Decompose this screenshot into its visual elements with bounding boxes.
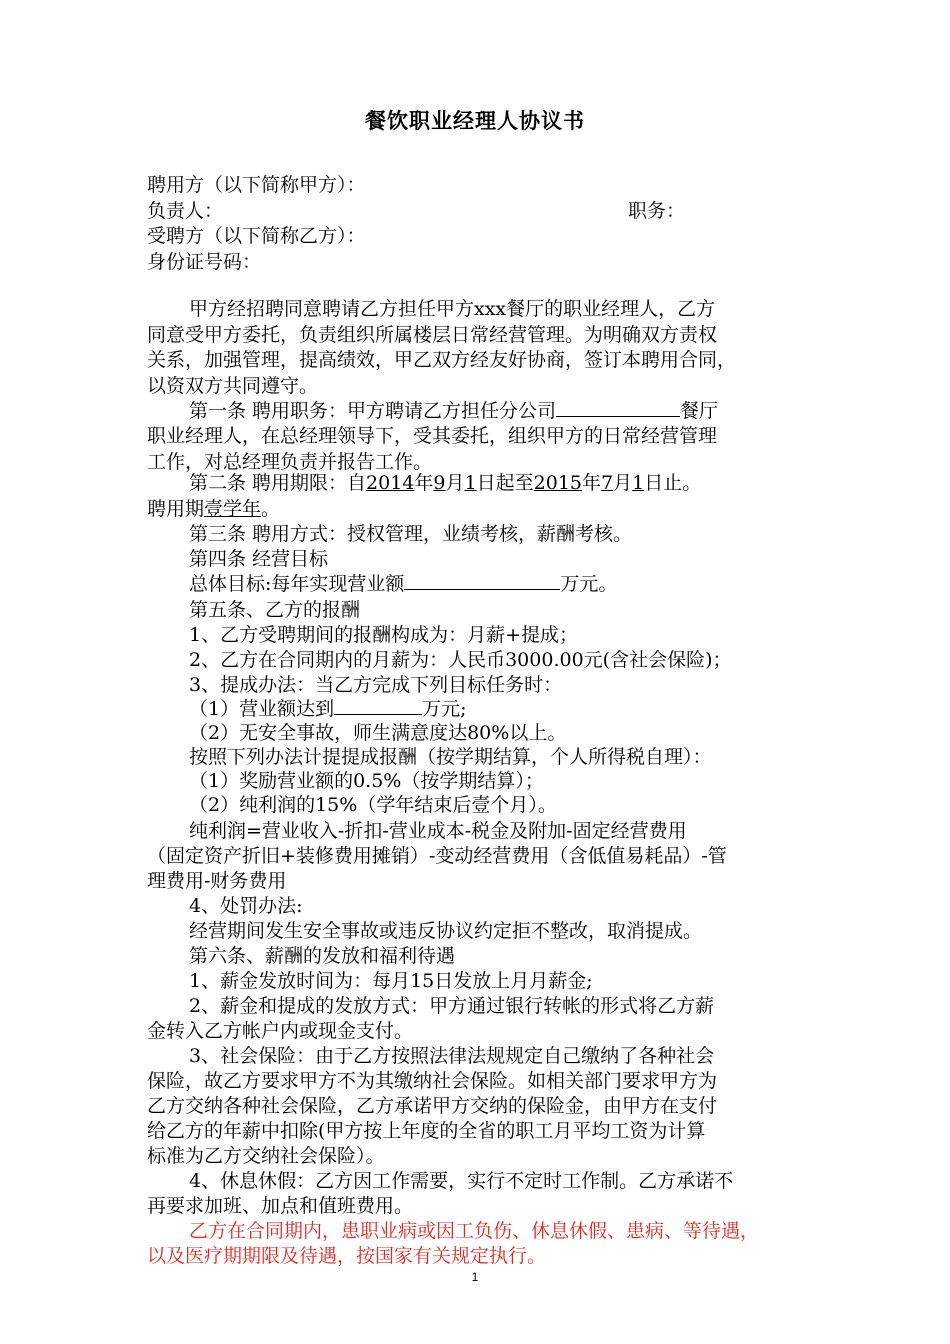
end-year: 2015 (533, 472, 582, 494)
article-5-target-2: （2）无安全事故，师生满意度达80%以上。 (189, 722, 567, 744)
end-month: 7 (601, 472, 614, 494)
article-5-penalty: 经营期间发生安全事故或违反协议约定拒不整改，取消提成。 (189, 920, 703, 942)
principal-line (147, 198, 827, 224)
profit-line-2: （固定资产折旧+装修费用摊销）-变动经营费用（含低值易耗品）-管 (147, 845, 727, 867)
intro-line-1: 甲方经招聘同意聘请乙方担任甲方xxx餐厅的职业经理人，乙方 (189, 298, 716, 320)
profit-line-1: 纯利润=营业收入-折扣-营业成本-税金及附加-固定经营费用 (189, 820, 687, 842)
intro-line-2: 同意受甲方委托，负责组织所属楼层日常经营管理。为明确双方责权 (147, 324, 718, 346)
article-6-item-1: 1、薪金发放时间为：每月15日发放上月月薪金; (189, 970, 593, 992)
article-6-item-3-line-1: 3、社会保险：由于乙方按照法律法规规定自己缴纳了各种社会 (189, 1045, 715, 1067)
month-char-2: 月 (613, 472, 633, 494)
month-char: 月 (445, 472, 465, 494)
date-end: 日止。 (644, 472, 702, 494)
id-number-line: 身份证号码： (147, 251, 262, 273)
intro-line-4: 以资双方共同遵守。 (147, 375, 319, 397)
goal-suffix: 万元。 (560, 573, 618, 595)
article-5-heading: 第五条、乙方的报酬 (189, 599, 361, 621)
article-5-calc: 按照下列办法计提提成报酬（按学期结算，个人所得税自理）： (189, 746, 712, 768)
article-4-heading: 第四条 经营目标 (189, 548, 329, 570)
article-1-prefix: 第一条 聘用职务：甲方聘请乙方担任分公司 (189, 400, 557, 422)
article-6-heading: 第六条、薪酬的发放和福利待遇 (189, 945, 456, 967)
article-5-item-3: 3、提成办法：当乙方完成下列目标任务时： (189, 674, 563, 696)
period-end: 。 (261, 498, 281, 520)
article-5-item-1: 1、乙方受聘期间的报酬构成为：月薪+提成； (189, 624, 579, 646)
employee-line: 受聘方（以下简称乙方）： (147, 225, 366, 247)
article-1-suffix: 餐厅 (680, 400, 719, 422)
article-5-item-4: 4、处罚办法: (189, 895, 303, 917)
period-label: 聘用期 (147, 498, 205, 520)
article-3: 第三条 聘用方式：授权管理，业绩考核，薪酬考核。 (189, 523, 633, 545)
position-label: 职务： (628, 200, 686, 222)
article-4-goal (189, 571, 869, 597)
target-amount-blank (334, 696, 422, 715)
document-title: 餐饮职业经理人协议书 (365, 109, 585, 133)
date-to: 日起至 (476, 472, 534, 494)
article-1-line-3: 工作，对总经理负责并报告工作。 (147, 451, 433, 473)
article-5-calc-2: （2）纯利润的15%（学年结束后壹个月）。 (189, 794, 557, 816)
article-2-line-1 (189, 470, 869, 496)
employer-line: 聘用方（以下简称甲方）： (147, 174, 366, 196)
goal-prefix: 总体目标:每年实现营业额 (189, 573, 405, 595)
article-6-red-line-2: 以及医疗期期限及待遇，按国家有关规定执行。 (147, 1245, 547, 1267)
year-char-2: 年 (582, 472, 602, 494)
goal-amount-blank (404, 571, 560, 590)
article-1-line-2: 职业经理人，在总经理领导下，受其委托，组织甲方的日常经营管理 (147, 425, 718, 447)
article-6-item-3-line-4: 给乙方的年薪中扣除(甲方按上年度的全省的职工月平均工资为计算 (147, 1120, 706, 1142)
article-6-item-3-line-5: 标准为乙方交纳社会保险）。 (147, 1145, 385, 1167)
page-number: 1 (471, 1270, 479, 1284)
article-5-calc-1: （1）奖励营业额的0.5%（按学期结算）； (189, 770, 544, 792)
article-1-line-1 (189, 398, 869, 424)
end-day: 1 (632, 472, 645, 494)
profit-line-3: 理费用-财务费用 (147, 870, 287, 892)
article-6-item-3-line-2: 保险，故乙方要求甲方不为其缴纳社会保险。如相关部门要求甲方为 (147, 1070, 718, 1092)
article-6-item-2-line-1: 2、薪金和提成的发放方式：甲方通过银行转帐的形式将乙方薪 (189, 995, 715, 1017)
article-2-line-2 (147, 496, 827, 522)
article-5-target-1 (189, 696, 869, 722)
start-day: 1 (464, 472, 477, 494)
principal-label: 负责人： (147, 200, 224, 222)
year-char: 年 (414, 472, 434, 494)
start-month: 9 (433, 472, 446, 494)
intro-line-3: 关系，加强管理，提高绩效，甲乙双方经友好协商，签订本聘用合同， (147, 349, 737, 371)
period-value: 壹学年 (204, 498, 262, 520)
start-year: 2014 (366, 472, 415, 494)
article-5-item-2: 2、乙方在合同期内的月薪为：人民币3000.00元(含社会保险)； (189, 649, 732, 671)
article-6-item-4-line-1: 4、休息休假：乙方因工作需要，实行不定时工作制。乙方承诺不 (189, 1170, 734, 1192)
branch-name-blank (556, 398, 680, 417)
target-1-suffix: 万元; (422, 698, 467, 720)
article-6-item-2-line-2: 金转入乙方帐户内或现金支付。 (147, 1020, 414, 1042)
article-6-item-4-line-2: 再要求加班、加点和值班费用。 (147, 1195, 414, 1217)
target-1-prefix: （1）营业额达到 (189, 698, 335, 720)
article-2-prefix: 第二条 聘用期限：自 (189, 472, 367, 494)
article-6-item-3-line-3: 乙方交纳各种社会保险，乙方承诺甲方交纳的保险金，由甲方在支付 (147, 1095, 718, 1117)
article-6-red-line-1: 乙方在合同期内，患职业病或因工负伤、休息休假、患病、等待遇， (189, 1220, 760, 1242)
